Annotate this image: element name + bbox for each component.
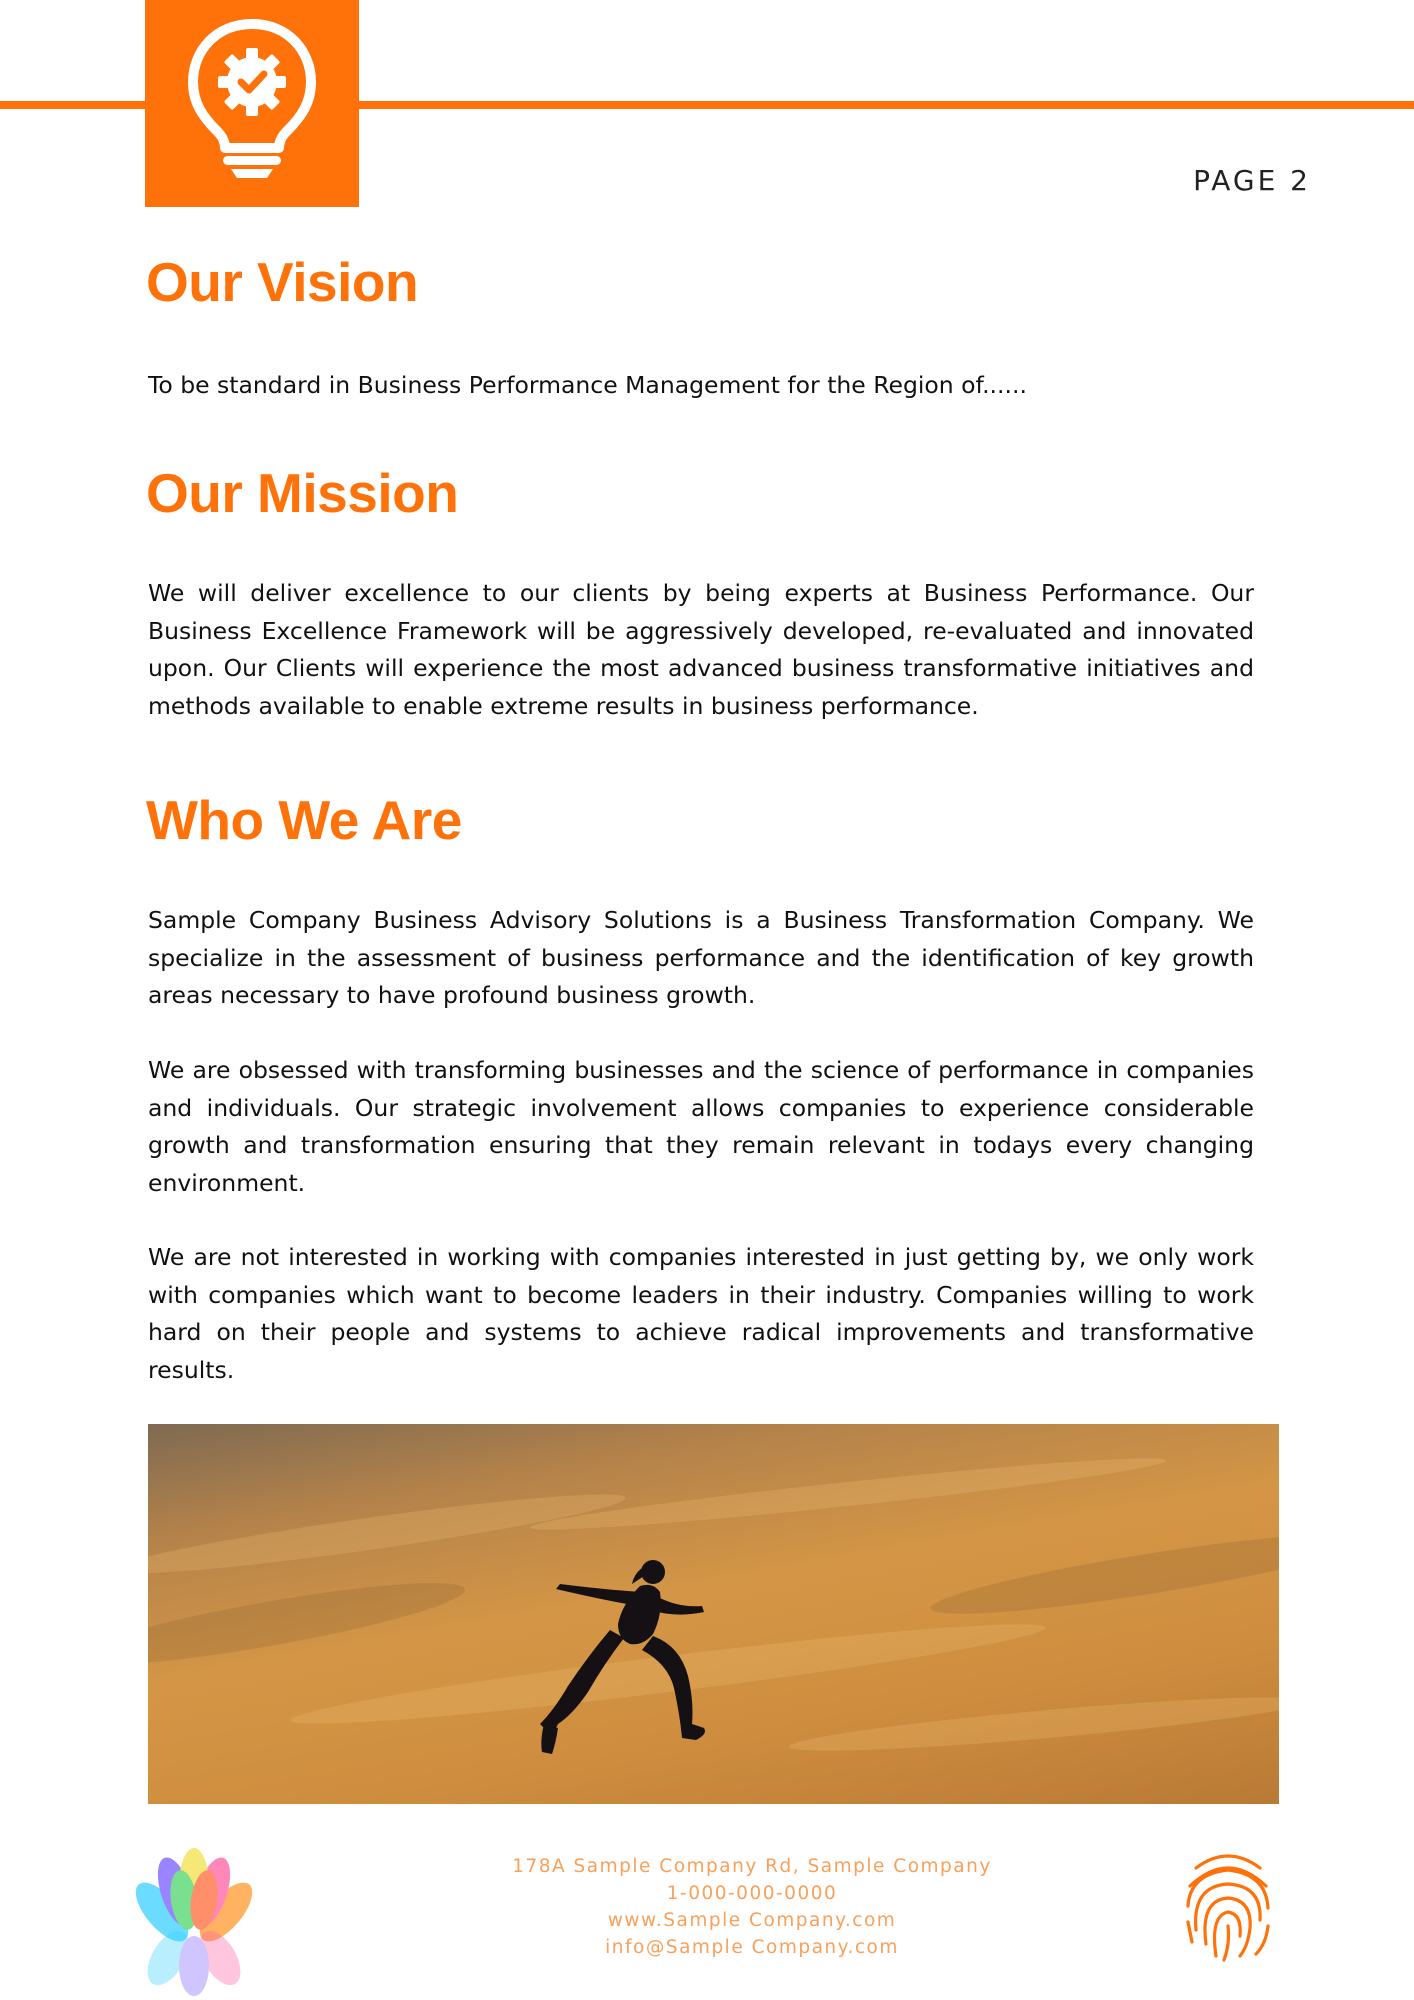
lotus-icon	[118, 1840, 270, 2000]
who-paragraph-3: We are not interested in working with companies interested in just getting by, we only work with companies which want to become leaders in their industry. Companies willing to work hard on their people and systems to achieve radical improvements and transformative results.	[148, 1243, 1254, 1384]
mission-title: Our Mission	[146, 462, 459, 524]
mission-text: We will deliver excellence to our clients by being experts at Business Performance. Our Business Excellence Framework will be aggressively developed, re-evaluated and innovated upon. Our Clients will experience the most advanced business transformative initiatives and methods available to enable extreme results in business performance.	[148, 579, 1254, 720]
who-paragraph-1: Sample Company Business Advisory Solutions is a Business Transformation Company. We specialize in the assessment of business performance and the identification of key growth areas necessary to have profound business growth.	[148, 906, 1254, 1009]
contact-info	[430, 1853, 1074, 1961]
footer-address: 178A Sample Company Rd, Sample Company	[512, 1856, 992, 1877]
vision-text: To be standard in Business Performance Management for the Region of......	[148, 371, 1027, 399]
page-number: PAGE 2	[1193, 164, 1311, 197]
footer-website[interactable]: www.Sample Company.com	[607, 1910, 897, 1931]
who-we-are-title: Who We Are	[146, 789, 462, 851]
who-paragraph-2: We are obsessed with transforming businesses and the science of performance in companies and individuals. Our strategic involvement allows companies to experience considerable growth and transformation ensuring that they remain relevant in todays every changing environment.	[148, 1056, 1254, 1197]
lightbulb-gear-check-icon	[187, 18, 317, 180]
fingerprint-icon	[1182, 1846, 1274, 1964]
runner-photo	[148, 1424, 1279, 1804]
footer-email[interactable]: info@Sample Company.com	[605, 1937, 899, 1958]
logo-badge	[145, 0, 359, 207]
footer-phone: 1-000-000-0000	[666, 1883, 838, 1904]
vision-title: Our Vision	[146, 251, 419, 313]
